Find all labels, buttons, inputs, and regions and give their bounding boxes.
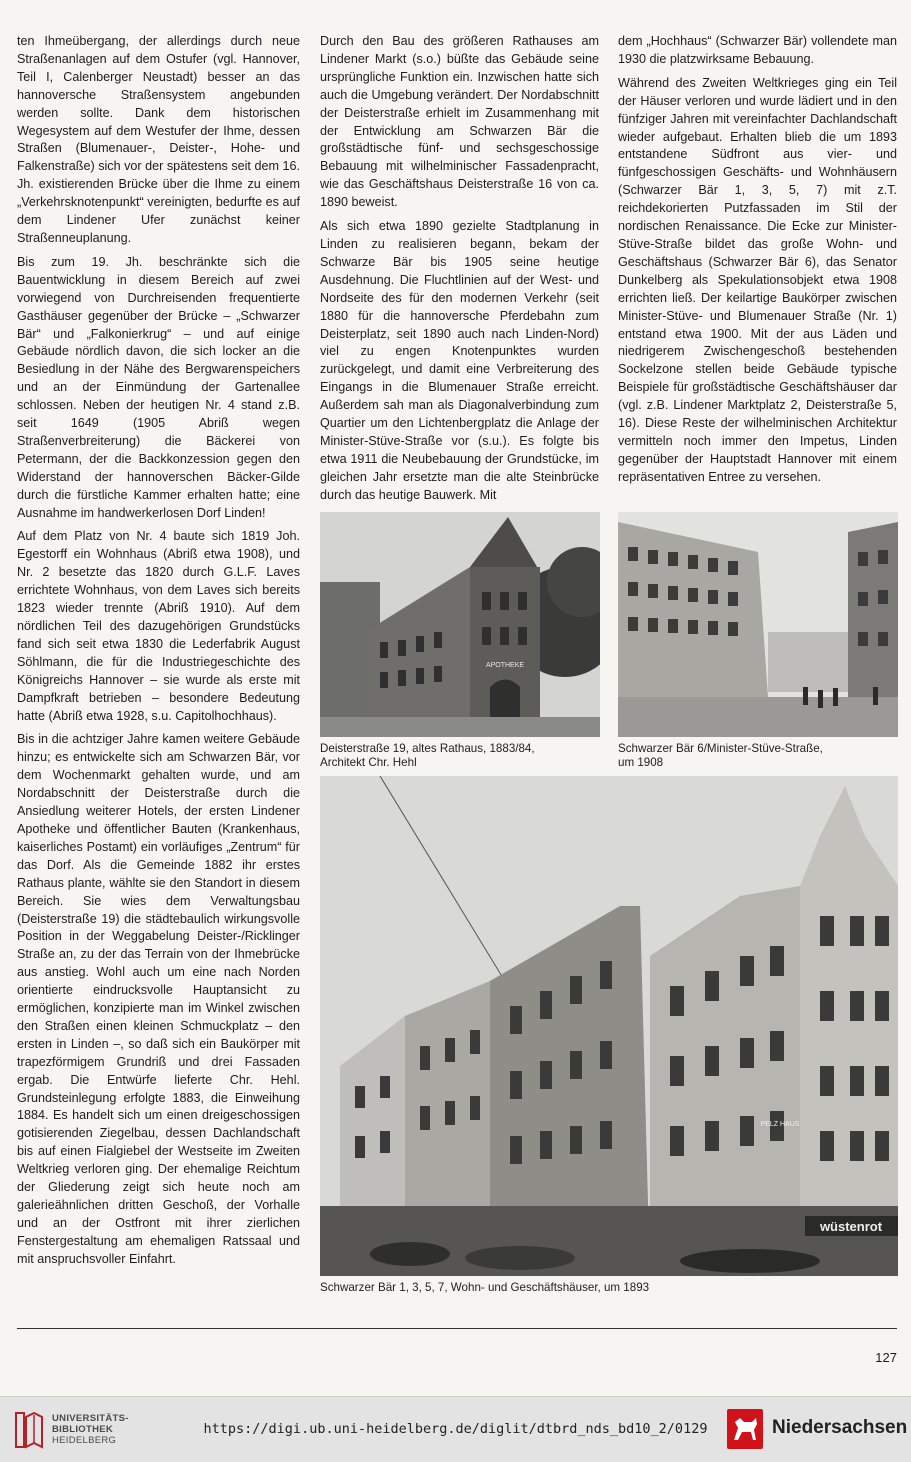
wuestenrot-sign: wüstenrot: [819, 1219, 883, 1234]
caption-line: Schwarzer Bär 6/Minister-Stüve-Straße,: [618, 742, 823, 755]
paragraph: Auf dem Platz von Nr. 4 baute sich 1819 Joh. Egestorff ein Wohnhaus (Abriß etwa 1908), und Nr. 2 besetzte das 1820 durch G.L.F. Laves errichtete Wohnhaus, von dem Laves sich bereits 1823 wieder trennte (Abriß 1910). Auf dem nördlichen Teil des dazugehörigen Grundstücks fand sich seit etwa 1830 die Lederfabrik August Söhlmann, die für die Industriegeschichte des Königreichs Hannover – sie wurde als erste mit Dampfkraft betrieben – besondere Bedeutung hatte (Abriß etwa 1928, s.u. Capitolhochhaus).: [17, 529, 300, 723]
caption-photo-3: Schwarzer Bär 1, 3, 5, 7, Wohn- und Geschäftshäuser, um 1893: [320, 1281, 650, 1294]
page-number: 127: [875, 1350, 897, 1365]
paragraph: Bis zum 19. Jh. beschränkte sich die Bauentwicklung in diesem Bereich auf zwei vorwiegend von Durchreisenden frequentierte Gasthäuser gegenüber der Brücke – „Schwarzer Bär“ und „Falkonierkrug“ – und auf einige Gebäude nördlich davon, die sich locker an die Besiedlung in der Nähe des Bergwarenspeichers und an der Einmündung der Gartenallee schlossen. Neben der heutigen Nr. 4 stand z.B. seit 1649 (1905 Abriß wegen Straßenverbreiterung) die Bäckerei von Petermann, der die Backkonzession gegen den Widerstand der hannoverschen Bäcker-Gilde durch die fürstliche Kammer erhalten hatte; eine Ausnahme im handwerkerlosen Dorf Linden!: [17, 254, 300, 520]
pharmacy-sign: APOTHEKE: [485, 662, 525, 669]
library-line: HEIDELBERG: [52, 1435, 117, 1446]
text-column-middle: [320, 33, 599, 511]
footer-rule: [17, 1328, 897, 1329]
caption-line: Deisterstraße 19, altes Rathaus, 1883/84,: [320, 742, 535, 755]
caption-photo-1: [320, 742, 600, 770]
photo-schwarzer-baer-6: [618, 512, 898, 737]
paragraph: Als sich etwa 1890 gezielte Stadtplanung in Linden zu realisieren begann, bekam der Schwarze Bär bis 1905 seine heutige Ausdehnung. Die Fluchtlinien auf der West- und Nordseite des für den modernen Verkehr (seit 1880 für die hannoversche Pferdebahn zum Deisterplatz, seit 1890 auch nach Linden-Nord) viel zu engen Knotenpunktes wurden zurückgelegt, und damit eine Verbreiterung des Eingangs in die Blumenauer Straße erreicht. Außerdem sah man als Diagonalverbindung zum Quartier um den Lichtenbergplatz die Anlage der Minister-Stüve-Straße vor (s.u.). Es folgte bis etwa 1911 die Neubebauung der Grundstücke, im gleichen Jahr ersetzte man die alte Steinbrücke durch das heutige Bauwerk. Mit: [320, 219, 599, 502]
library-line: UNIVERSITÄTS-: [52, 1413, 129, 1424]
paragraph: Bis in die achtziger Jahre kamen weitere Gebäude hinzu; es entwickelte sich am Schwarzen Bär, vor dem Wochenmarkt gehalten wurde, und am Nordabschnitt der Deisterstraße durch die Ansiedlung weiterer Hotels, der ersten Lindener Apotheke und öffentlicher Bauten (Krankenhaus, kaiserliches Postamt) ein vorläufiges „Zentrum“ für das Dorf. Als die Gemeinde 1882 ihr erstes Rathaus plante, wählte sie den Standort in diesem Bereich. Sie wies dem Verwaltungsbau (Deisterstraße 19) die städtebaulich wirkungsvolle Position in der Weggabelung Deister-/Ricklinger Straße an, zu der das Terrain von der Ihmebrücke aus anstieg. Wohl auch um eine nach Norden orientierte eindrucksvolle Hauptansicht zu ermöglichen, konzipierte man im Winkel zwischen den Straßen einen kleinen Schmuckplatz – den ersten in Linden –, so daß sich ein Baukörper mit trapezförmigem Grundriß und drei Fassaden ergab. Die Entwürfe lieferte Chr. Hehl. Grundsteinlegung erfolgte 1883, die Einweihung 1884. Es handelt sich um einen dreigeschossigen gotisierenden Ziegelbau, dessen Dachlandschaft bis auf einen Fialgiebel der Westseite im Zweiten Weltkrieg verloren ging. Der ehemalige Reichtum der Gliederung zeigt sich heute noch am galerieähnlichen dritten Geschoß, der Vorhalle und an der Ostfront mit ihrer zierlichen Fenstergestaltung am ehemaligen Ratssaal und mit anspruchsvoller Einfahrt.: [17, 732, 300, 1266]
niedersachsen-horse-icon[interactable]: [726, 1408, 764, 1450]
caption-line: Architekt Chr. Hehl: [320, 756, 417, 769]
document-url[interactable]: https://digi.ub.uni-heidelberg.de/diglit/dtbrd_nds_bd10_2/0129: [203, 1421, 708, 1437]
viewer-footer: [0, 1396, 911, 1462]
pelz-haus-sign: PELZ HAUS: [760, 1121, 800, 1128]
paragraph: ten Ihmeübergang, der allerdings durch neue Straßenanlagen auf dem Ostufer (vgl. Hannover, Teil I, Calenberger Neustadt) besser an das hannoversche Straßensystem angebunden werden sollte. Dank dem historischen Wegesystem auf dem Westufer der Ihme, dessen Straßen (Blumenauer-, Deister-, Hohe- und Falkenstraße) sich vor der spätestens seit dem 16. Jh. existierenden Brücke über die Ihme zu einem „Verkehrsknotenpunkt“ vereinigten, bedurfte es auf dem Lindener Ufer zunächst keiner Straßenneuplanung.: [17, 34, 300, 245]
photo-old-town-hall: [320, 512, 600, 737]
paragraph: dem „Hochhaus“ (Schwarzer Bär) vollendete man 1930 die platzwirksame Bebauung.: [618, 34, 897, 66]
paragraph: Durch den Bau des größeren Rathauses am Lindener Markt (s.o.) büßte das Gebäude seine ursprüngliche Funktion ein. Inzwischen hatte sich auch die Umgebung verändert. Der Nordabschnitt der Deisterstraße erhielt im Zusammenhang mit der Entwicklung am Schwarzen Bär die großstädtische fünf- und sechsgeschossige Bebauung mit wilhelminischer Fassadenpracht, wie das Geschäftshaus Deisterstraße 16 von ca. 1890 beweist.: [320, 34, 599, 210]
caption-photo-2: [618, 742, 898, 770]
paragraph: Während des Zweiten Weltkrieges ging ein Teil der Häuser verloren und wurde lädiert und in den fünfziger Jahren mit vereinfachter Dachlandschaft wieder aufgebaut. Erhalten blieb die um 1893 entstandene Südfront aus vier- und fünfgeschossigen Geschäfts- und Wohnhäusern (Schwarzer Bär 1, 3, 5, 7) mit z.T. reichdekorierten Putzfassaden im Stil der nordischen Renaissance. Die Ecke zur Minister-Stüve-Straße bildet das große Wohn- und Geschäftshaus (Schwarzer Bär 6), das Senator Dunkelberg als Spekulationsobjekt etwa 1908 errichten ließ. Der keilartige Baukörper zwischen Minister-Stüve- und Blumenauer Straße (Nr. 1) entstand etwa 1900. Mit der aus Läden und niedrigerem Zwischengeschoß bestehenden Sockelzone stellen beide Gebäude typische Beispiele für großstädtische Geschäftshäuser dar (vgl. z.B. Lindener Marktplatz 2, Deisterstraße 5, 16). Diese Reste der wilhelminischen Architektur vermitteln noch immer den Impetus, Linden gegenüber der Hauptstadt Hannover mit einem repräsentativen Entree zu versehen.: [618, 75, 897, 484]
library-line: BIBLIOTHEK: [52, 1424, 114, 1435]
text-column-left: [17, 33, 300, 1275]
photo-schwarzer-baer-1-3-5-7: [320, 776, 898, 1276]
text-column-right: [618, 33, 897, 493]
caption-line: um 1908: [618, 756, 664, 769]
state-name[interactable]: Niedersachsen: [772, 1417, 908, 1438]
